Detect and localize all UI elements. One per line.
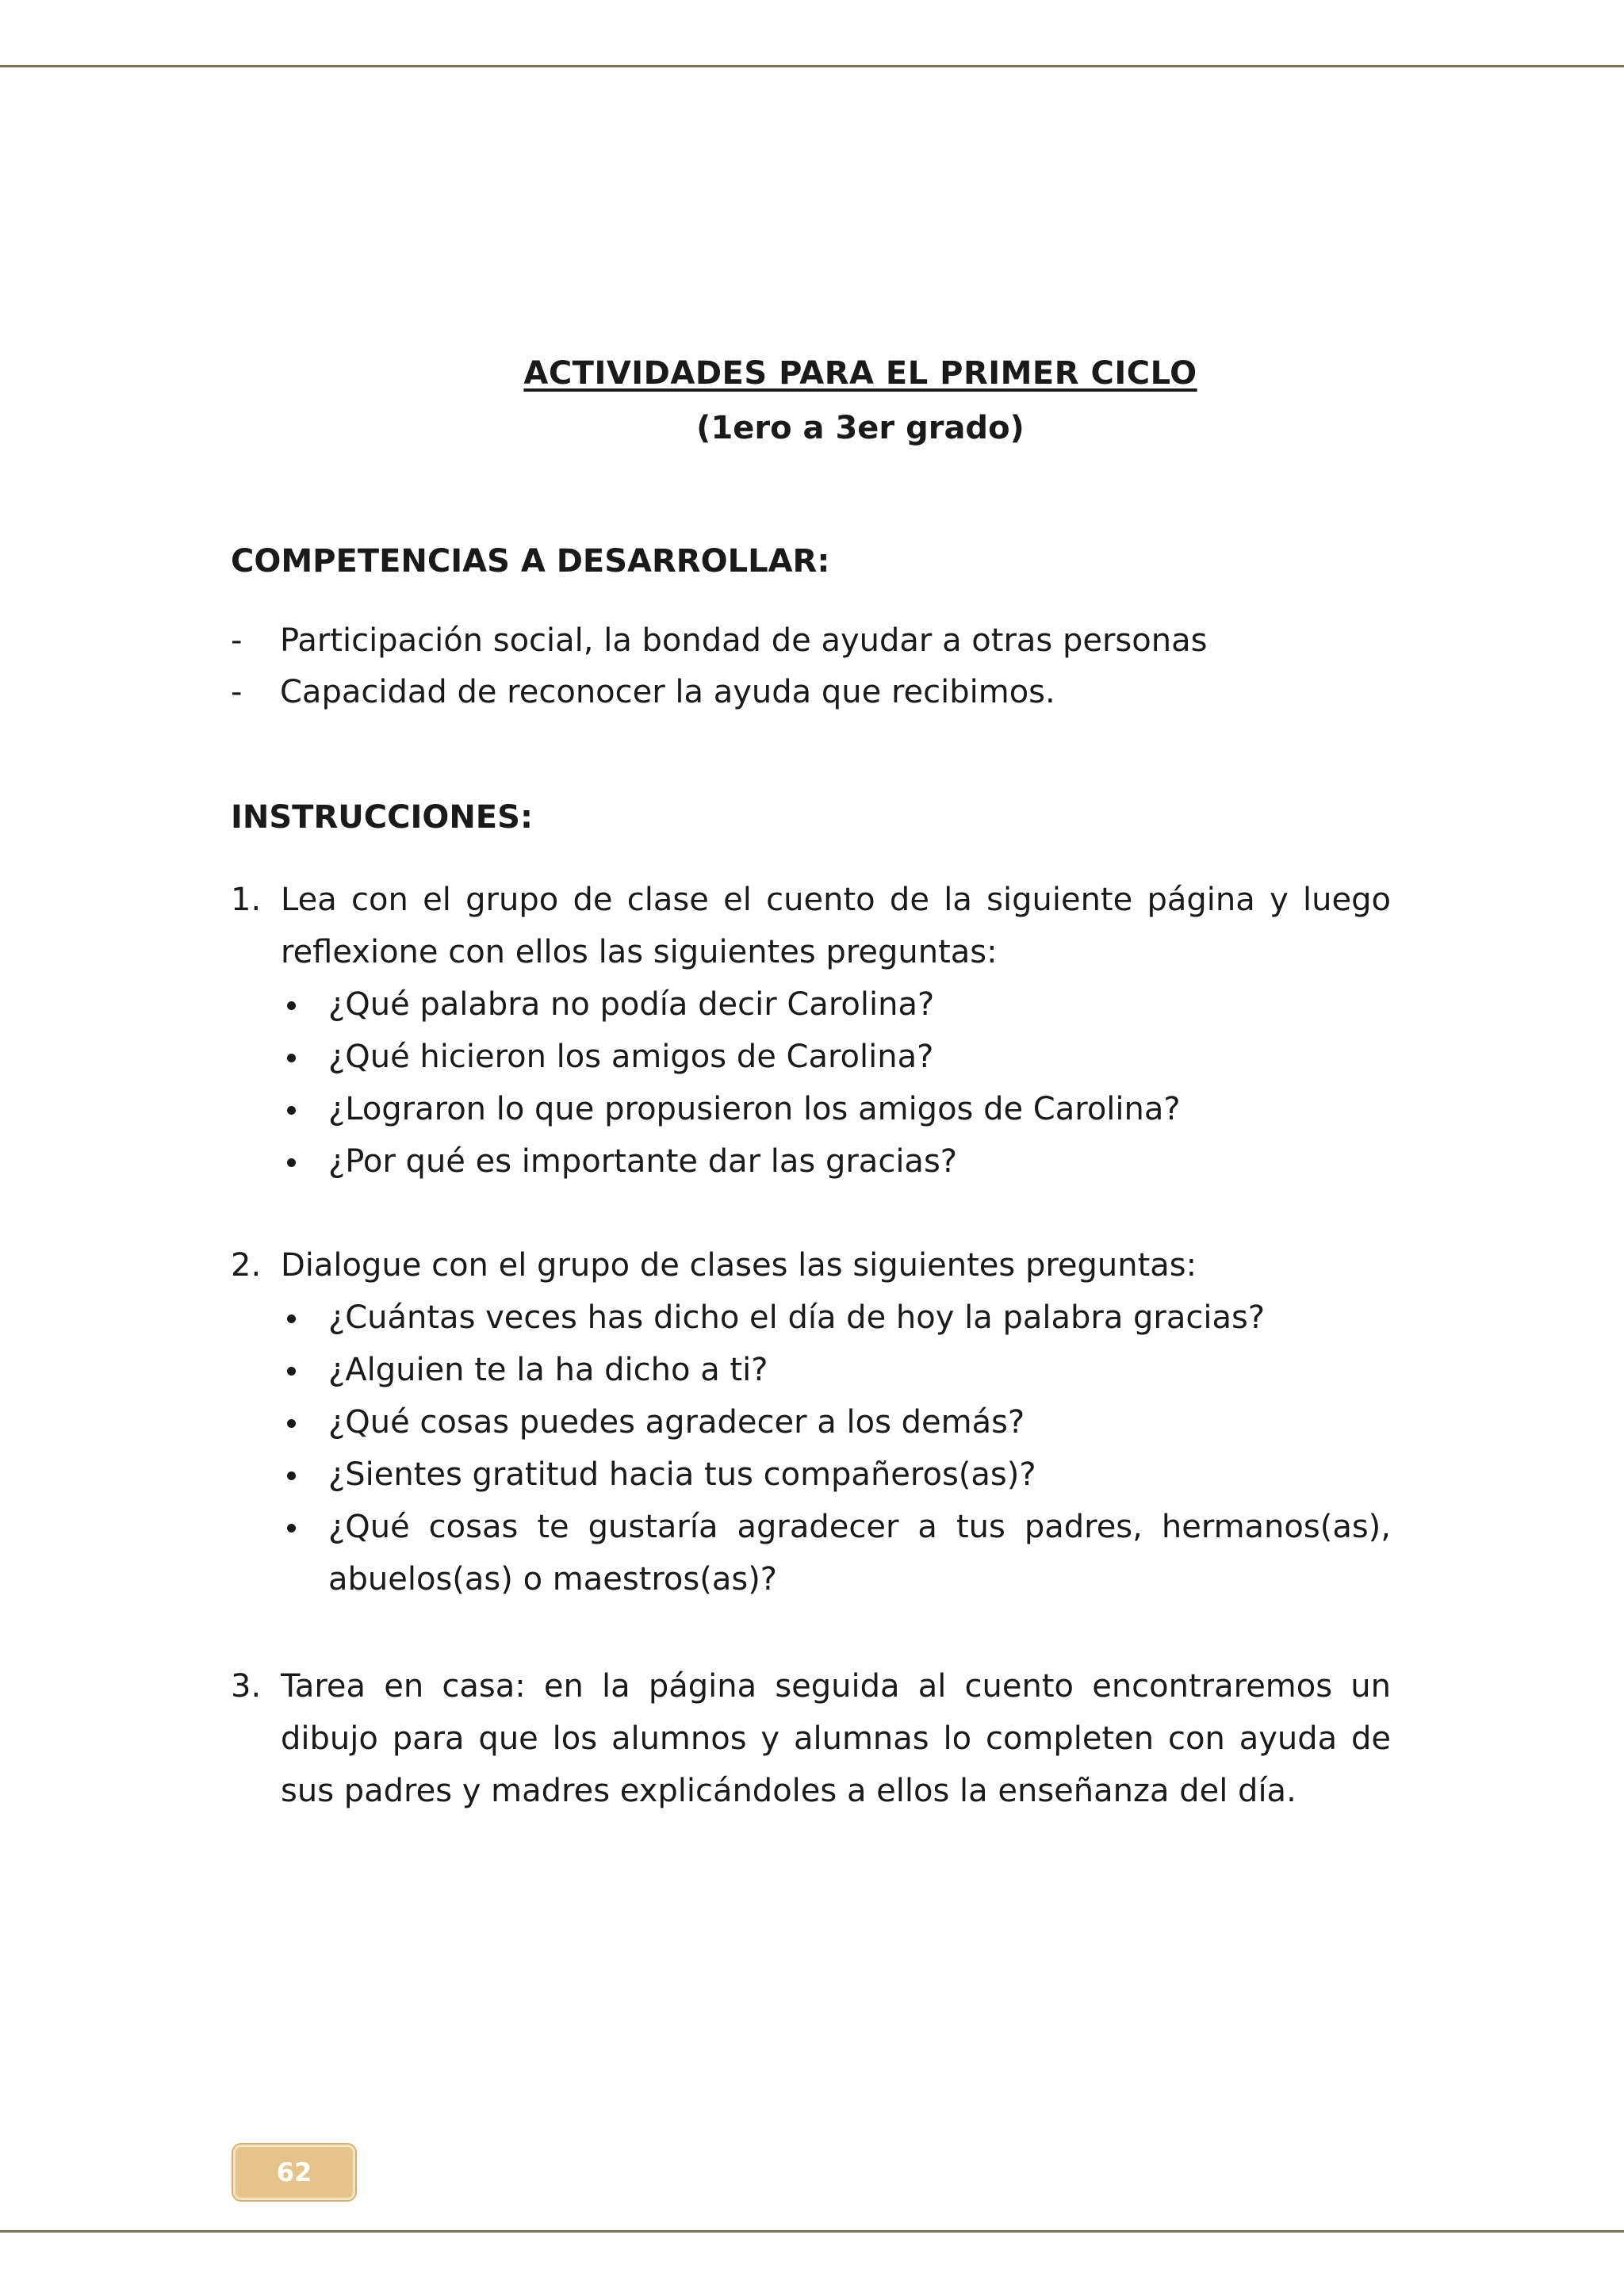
bullet-icon <box>287 1054 296 1062</box>
instruction-item <box>231 874 1391 1188</box>
competencia-item <box>231 622 1207 659</box>
question-item <box>281 1501 1391 1605</box>
bullet-icon <box>287 1314 296 1323</box>
question-text: ¿Qué hicieron los amigos de Carolina? <box>328 1039 934 1075</box>
question-text: ¿Qué cosas puedes agradecer a los demás? <box>328 1404 1025 1441</box>
dash-marker: - <box>231 622 243 659</box>
question-item <box>281 1448 1391 1501</box>
question-text: ¿Qué cosas te gustaría agradecer a tus padres, hermanos(as), abuelos(as) o maestros(as)? <box>328 1509 1391 1598</box>
competencia-text: Participación social, la bondad de ayudar a otras personas <box>280 622 1208 659</box>
instrucciones-heading: INSTRUCCIONES: <box>231 799 533 836</box>
bullet-icon <box>287 1158 296 1167</box>
question-text: ¿Sientes gratitud hacia tus compañeros(as)? <box>328 1456 1036 1493</box>
instruction-text: Tarea en casa: en la página seguida al cuento encontraremos un dibujo para que los alumnos y alumnas lo completen con ayuda de sus padres y madres explicándoles a ellos la enseñanza del día. <box>281 1668 1391 1809</box>
question-text: ¿Lograron lo que propusieron los amigos de Carolina? <box>328 1091 1181 1127</box>
competencia-text: Capacidad de reconocer la ayuda que recibimos. <box>280 674 1055 710</box>
instruction-number: 3. <box>231 1668 262 1705</box>
instruction-text: Dialogue con el grupo de clases las siguientes preguntas: <box>281 1247 1197 1284</box>
bullet-icon <box>287 1419 296 1428</box>
page-title: ACTIVIDADES PARA EL PRIMER CICLO <box>523 355 1197 392</box>
competencias-heading: COMPETENCIAS A DESARROLLAR: <box>231 543 830 580</box>
page-number-badge: 62 <box>233 2145 355 2200</box>
question-item <box>281 1396 1391 1448</box>
bullet-icon <box>287 1471 296 1480</box>
question-list <box>281 978 1391 1188</box>
question-list <box>281 1292 1391 1605</box>
instruction-item <box>231 1660 1391 1817</box>
question-text: ¿Qué palabra no podía decir Carolina? <box>328 986 935 1023</box>
top-rule <box>0 65 1624 67</box>
bullet-icon <box>287 1367 296 1376</box>
question-item <box>281 1083 1391 1135</box>
instruction-number: 2. <box>231 1247 262 1284</box>
question-item <box>281 1292 1391 1344</box>
instruction-number: 1. <box>231 882 262 918</box>
question-text: ¿Por qué es importante dar las gracias? <box>328 1143 958 1180</box>
bullet-icon <box>287 1106 296 1115</box>
competencia-item <box>231 674 1055 710</box>
question-item <box>281 1344 1391 1396</box>
instruction-item <box>231 1239 1391 1605</box>
page-subtitle: (1ero a 3er grado) <box>696 410 1025 446</box>
question-text: ¿Cuántas veces has dicho el día de hoy la palabra gracias? <box>328 1299 1266 1336</box>
question-item <box>281 978 1391 1031</box>
instruction-text: Lea con el grupo de clase el cuento de la siguiente página y luego reflexione con ellos las siguientes preguntas: <box>281 882 1391 970</box>
bullet-icon <box>287 1001 296 1010</box>
bullet-icon <box>287 1524 296 1533</box>
question-item <box>281 1135 1391 1188</box>
dash-marker: - <box>231 674 243 710</box>
question-item <box>281 1031 1391 1083</box>
question-text: ¿Alguien te la ha dicho a ti? <box>328 1352 768 1388</box>
bottom-rule <box>0 2230 1624 2233</box>
